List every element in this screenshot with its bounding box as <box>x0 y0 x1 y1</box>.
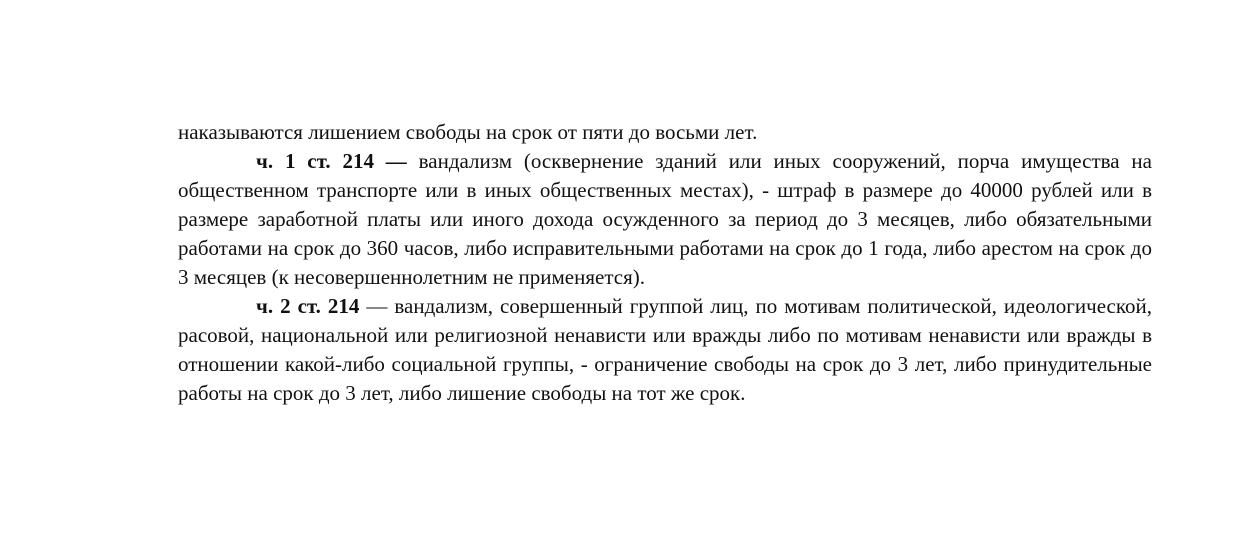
paragraph-text: наказываются лишением свободы на срок от пяти до восьми лет. <box>178 120 758 144</box>
article-reference: ч. 1 ст. 214 — <box>256 149 407 173</box>
document-body <box>178 118 1152 408</box>
paragraph-text: — вандализм, совершенный группой лиц, по мотивам политической, идеологической, расовой, национальной или религиозной ненависти или вражды либо по мотивам ненависти или вражды в отношении какой-либо социальной группы, - ограничение свободы на срок до 3 лет, либо принудительные работы на срок до 3 лет, либо лишение свободы на тот же срок. <box>178 294 1152 405</box>
article-reference: ч. 2 ст. 214 <box>256 294 360 318</box>
paragraph-continuation <box>178 118 1152 147</box>
paragraph-text: вандализм (осквернение зданий или иных сооружений, порча имущества на общественном транспорте или в иных общественных местах), - штраф в размере до 40000 рублей или в размере заработной платы или иного дохода осужденного за период до 3 месяцев, либо обязательными работами на срок до 360 часов, либо исправительными работами на срок до 1 года, либо арестом на срок до 3 месяцев (к несовершеннолетним не применяется). <box>178 149 1152 289</box>
paragraph-article-214-part-2 <box>178 292 1152 408</box>
paragraph-article-214-part-1 <box>178 147 1152 292</box>
